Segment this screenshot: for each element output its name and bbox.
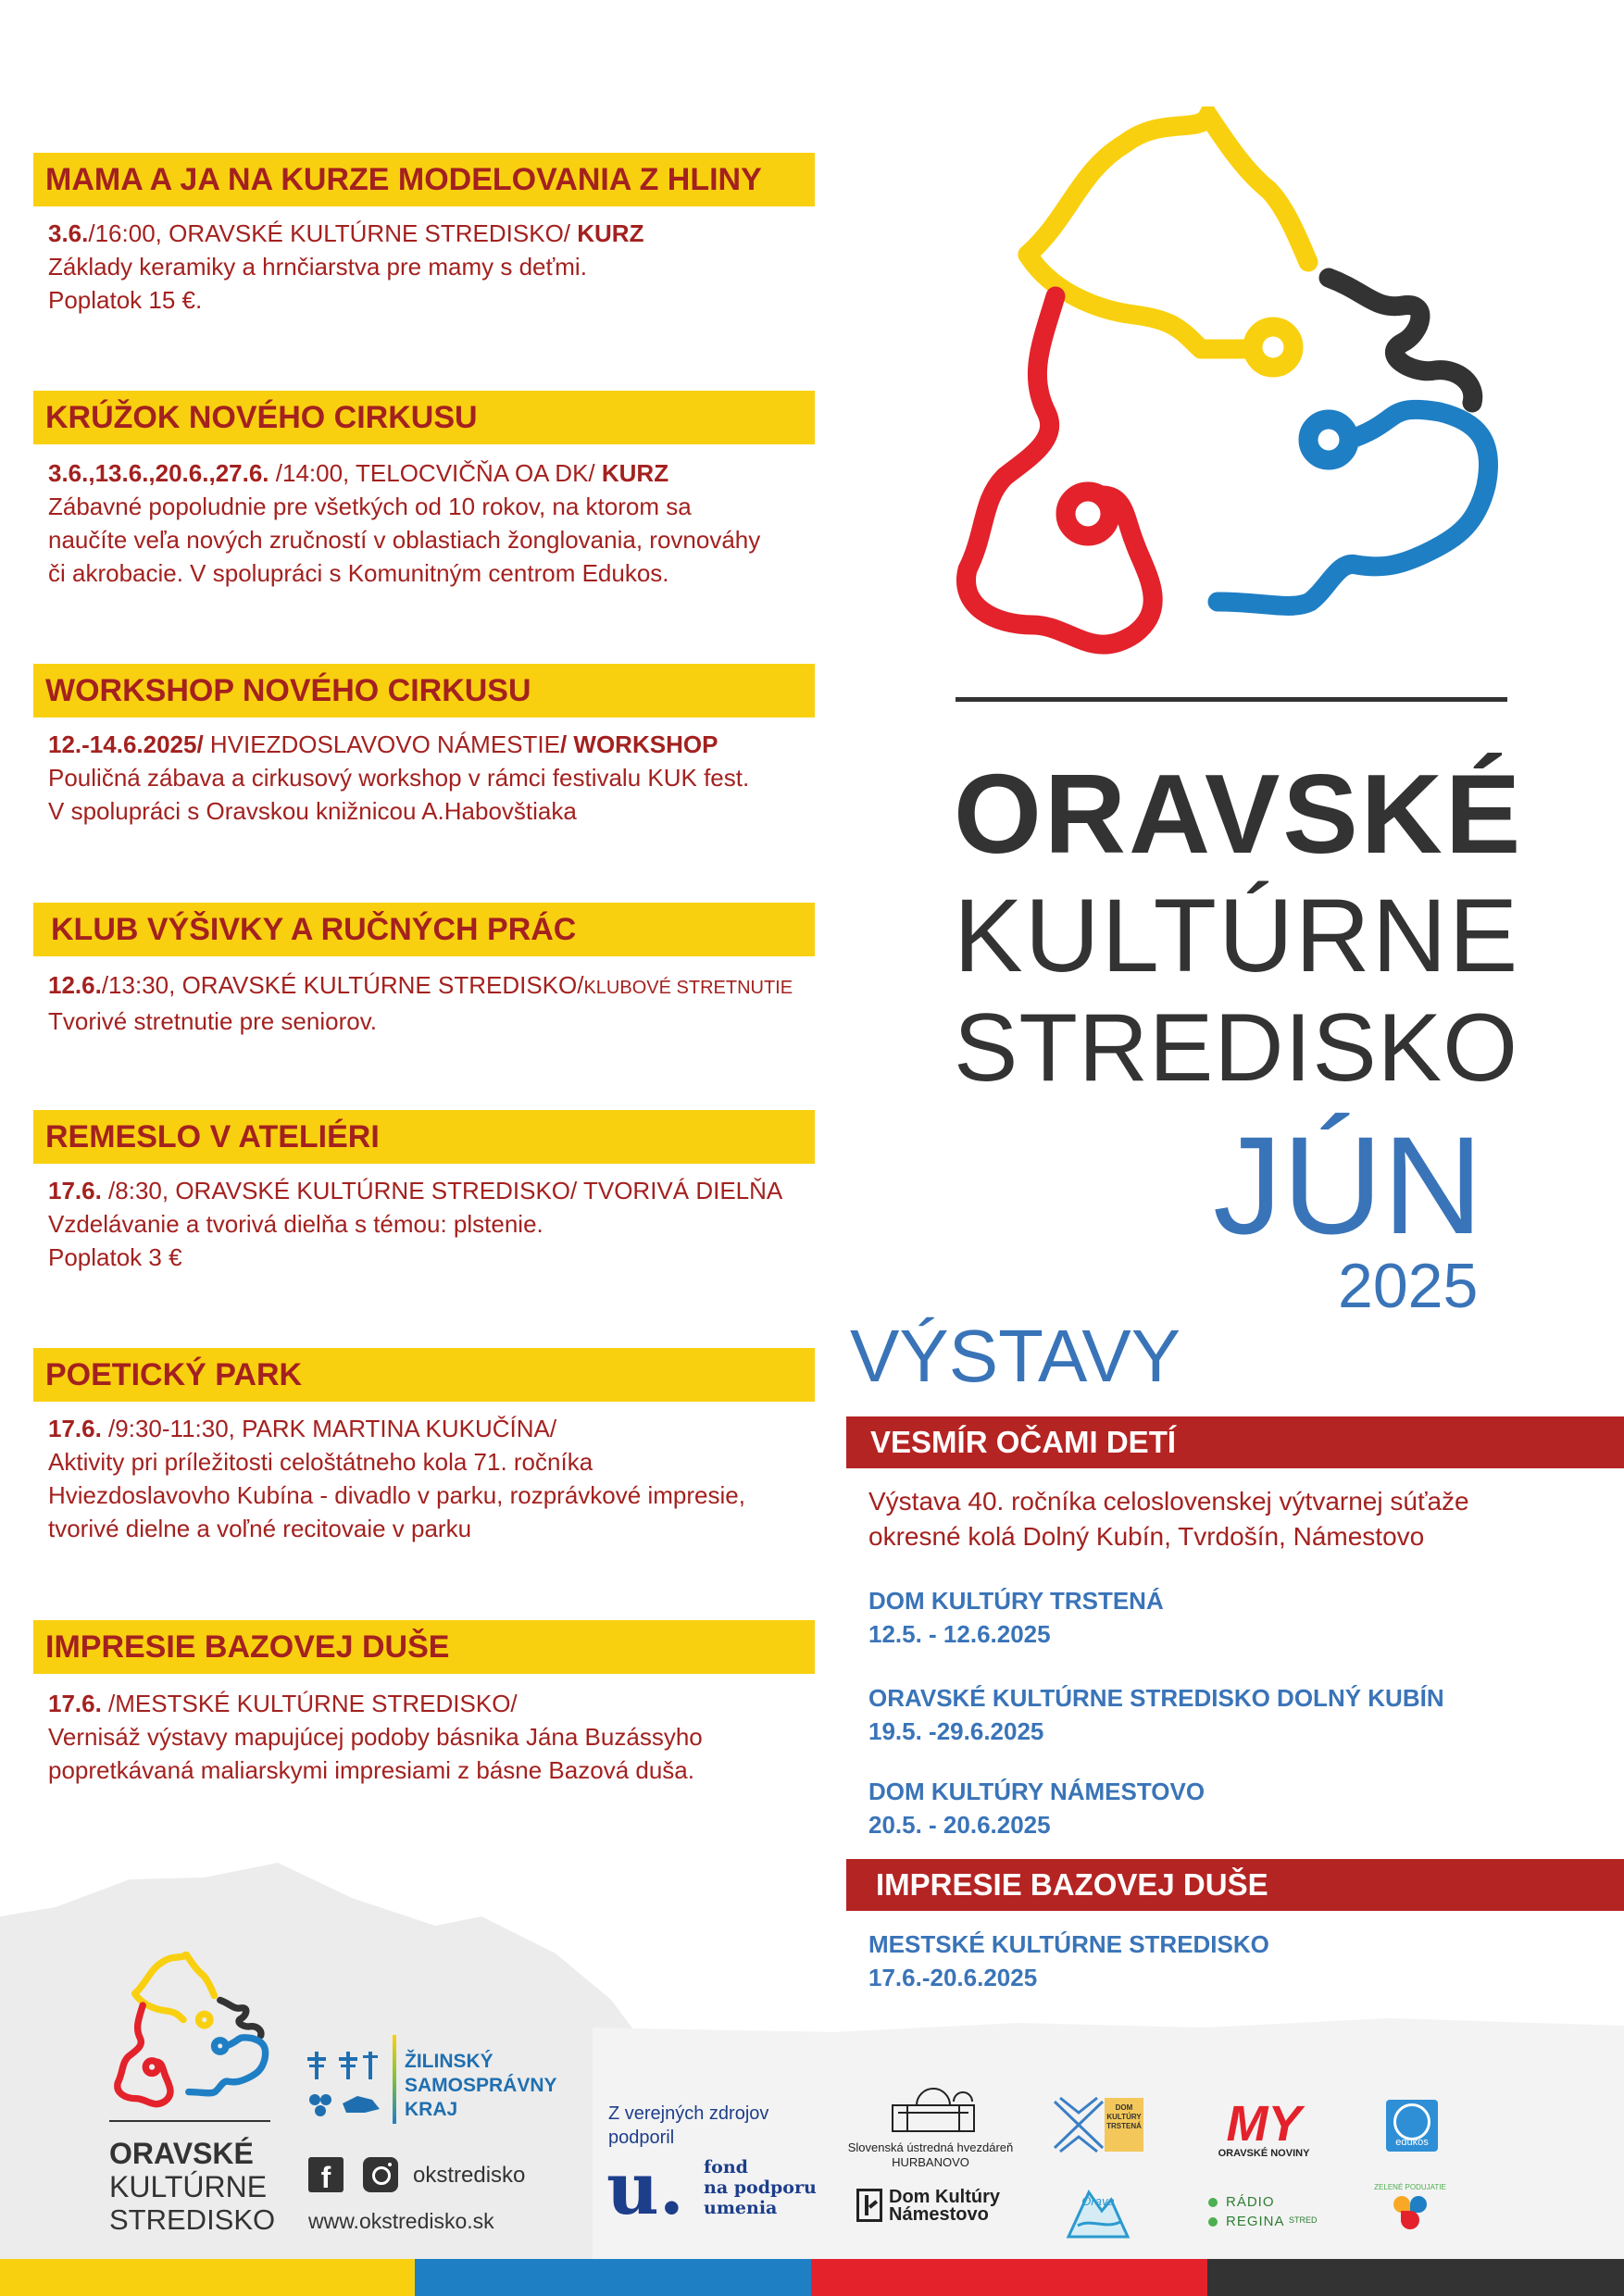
support-line: podporil: [608, 2128, 675, 2148]
event-desc-line: tvorivé dielne a voľné recitovaie v parku: [48, 1515, 472, 1542]
footer-logo-mark: [109, 1952, 276, 2109]
event-date: 12.-14.6.2025/: [48, 730, 204, 758]
zsk-color-bar: [393, 2035, 396, 2124]
event-desc-line: Vernisáž výstavy mapujúcej podoby básnika Jána Buzássyho: [48, 1723, 703, 1751]
zsk-line: SAMOSPRÁVNY: [405, 2075, 557, 2096]
exhibition-desc-line: Výstava 40. ročníka celoslovenskej výtvarnej súťaže: [868, 1487, 1469, 1516]
event-desc-line: Pouličná zábava a cirkusový workshop v rámci festivalu KUK fest.: [48, 764, 750, 792]
stripe-dark: [1207, 2259, 1624, 2296]
dk-namestovo-icon: [856, 2189, 882, 2222]
event-desc-line: Aktivity pri príležitosti celoštátneho kola 71. ročníka: [48, 1448, 593, 1476]
zsk-line: ŽILINSKÝ: [405, 2051, 493, 2072]
event-title: REMESLO V ATELIÉRI: [33, 1110, 815, 1164]
zsk-line: KRAJ: [405, 2099, 458, 2120]
observatory-name: [833, 2140, 1028, 2170]
event-desc-line: Poplatok 15 €.: [48, 286, 203, 314]
event-details: [48, 1687, 826, 1787]
event-title: KRÚŽOK NOVÉHO CIRKUSU: [33, 391, 815, 444]
event-meta: HVIEZDOSLAVOVO NÁMESTIE: [203, 730, 560, 758]
instagram-icon[interactable]: [363, 2157, 398, 2192]
dk-trstena-line: TRSTENÁ: [1106, 2122, 1142, 2130]
event-title: WORKSHOP NOVÉHO CIRKUSU: [33, 664, 815, 718]
footer-logo-divider: [109, 2120, 270, 2122]
radio-dot-icon: [1208, 2217, 1218, 2227]
exhibition-description: [868, 1484, 1609, 1554]
stripe-yellow: [0, 2259, 415, 2296]
event-title: MAMA A JA NA KURZE MODELOVANIA Z HLINY: [33, 153, 815, 206]
social-handle[interactable]: okstredisko: [413, 2163, 526, 2188]
orava-region-icon: [1063, 2183, 1133, 2242]
event-desc-line: Základy keramiky a hrnčiarstva pre mamy s deťmi.: [48, 253, 587, 281]
event-desc-line: Hviezdoslavovho Kubína - divadlo v parku, rozprávkové impresie,: [48, 1481, 745, 1509]
edukos-name: edukos: [1395, 2137, 1429, 2148]
orava-region-name: Orava: [1081, 2194, 1115, 2208]
event-desc-line: Zábavné popoludnie pre všetkých od 10 rokov, na ktorom sa: [48, 493, 692, 520]
radio-dot-icon: [1208, 2198, 1218, 2207]
event-date: 17.6.: [48, 1415, 102, 1442]
radio-regina-sub: STRED: [1289, 2215, 1318, 2225]
event-desc-line: V spolupráci s Oravskou knižnicou A.Habovštiaka: [48, 797, 577, 825]
event-meta: /8:30, ORAVSKÉ KULTÚRNE STREDISKO/ TVORIVÁ DIELŇA: [101, 1177, 783, 1204]
venue-name: DOM KULTÚRY TRSTENÁ: [868, 1587, 1164, 1615]
footer-logo-line1: ORAVSKÉ: [109, 2137, 254, 2170]
event-type: KURZ: [577, 219, 644, 247]
event-meta: /13:30, ORAVSKÉ KULTÚRNE STREDISKO/: [101, 971, 584, 999]
exhibition-venue: [868, 1775, 1205, 1841]
dk-trstena-icon: [1051, 2094, 1106, 2155]
venue-name: MESTSKÉ KULTÚRNE STREDISKO: [868, 1930, 1269, 1958]
venue-dates: 19.5. -29.6.2025: [868, 1717, 1044, 1745]
brand-line-stredisko: STREDISKO: [954, 994, 1518, 1102]
event-desc-line: Tvorivé stretnutie pre seniorov.: [48, 1007, 377, 1035]
event-desc-line: Vzdelávanie a tvorivá dielňa s témou: plstenie.: [48, 1210, 543, 1238]
venue-dates: 12.5. - 12.6.2025: [868, 1620, 1051, 1648]
dk-trstena-line: KULTÚRY: [1106, 2113, 1142, 2121]
event-meta: /14:00, TELOCVIČŇA OA DK/: [269, 459, 602, 487]
my-logo: MY: [1226, 2096, 1302, 2152]
exhibition-title: VESMÍR OČAMI DETÍ: [846, 1416, 1624, 1468]
fpu-line: na podporu: [704, 2177, 817, 2198]
zelene-podujatie-icon: [1393, 2196, 1427, 2229]
venue-dates: 20.5. - 20.6.2025: [868, 1811, 1051, 1839]
event-details: [48, 217, 826, 317]
event-date: 3.6.,13.6.,20.6.,27.6.: [48, 459, 269, 487]
radio-regina-name: [1226, 2192, 1285, 2231]
stripe-red: [811, 2259, 1207, 2296]
fpu-name: [704, 2157, 817, 2218]
footer-logo-line2: KULTÚRNE: [109, 2170, 268, 2203]
event-details: [48, 1174, 826, 1274]
event-desc-line: či akrobacie. V spolupráci s Komunitným centrom Edukos.: [48, 559, 669, 587]
event-meta: /16:00, ORAVSKÉ KULTÚRNE STREDISKO/: [88, 219, 578, 247]
dk-namestovo-name: [889, 2189, 1000, 2224]
exhibition-venue: [868, 1584, 1164, 1651]
observatory-line: Slovenská ústredná hvezdáreň: [847, 2140, 1014, 2154]
venue-dates: 17.6.-20.6.2025: [868, 1964, 1038, 1991]
brand-line-oravske: ORAVSKÉ: [954, 751, 1524, 877]
month-title: JÚN: [1213, 1107, 1483, 1263]
event-desc-line: naučíte veľa nových zručností v oblastiach žonglovania, rovnováhy: [48, 526, 761, 554]
fpu-logo-icon: u.: [606, 2147, 684, 2231]
brand-line-kulturne: KULTÚRNE: [954, 878, 1520, 993]
event-type: KLUBOVÉ STRETNUTIE: [583, 978, 793, 998]
event-desc-line: popretkávaná maliarskymi impresiami z básne Bazová duša.: [48, 1756, 694, 1784]
event-date: 3.6.: [48, 219, 89, 247]
event-title: POETICKÝ PARK: [33, 1348, 815, 1402]
facebook-icon[interactable]: f: [308, 2157, 344, 2192]
event-date: 17.6.: [48, 1177, 102, 1204]
event-date: 17.6.: [48, 1690, 102, 1717]
event-desc-line: Poplatok 3 €: [48, 1243, 182, 1271]
event-date: 12.6.: [48, 971, 102, 999]
observatory-line: HURBANOVO: [892, 2155, 969, 2169]
support-text: [608, 2102, 768, 2150]
event-type: / WORKSHOP: [559, 730, 718, 758]
event-type: KURZ: [601, 459, 669, 487]
footer-logo-line3: STREDISKO: [109, 2203, 276, 2236]
dk-trstena-line: DOM: [1115, 2103, 1133, 2112]
venue-name: DOM KULTÚRY NÁMESTOVO: [868, 1778, 1206, 1805]
venue-name: ORAVSKÉ KULTÚRNE STREDISKO DOLNÝ KUBÍN: [868, 1684, 1444, 1712]
observatory-icon: [889, 2083, 978, 2135]
event-title: IMPRESIE BAZOVEJ DUŠE: [33, 1620, 815, 1674]
exhibitions-heading: VÝSTAVY: [850, 1315, 1181, 1397]
event-details: [48, 456, 826, 590]
exhibition-venue: [868, 1681, 1444, 1748]
fpu-line: fond: [704, 2157, 748, 2177]
website-link[interactable]: www.okstredisko.sk: [308, 2209, 494, 2233]
event-meta: /MESTSKÉ KULTÚRNE STREDISKO/: [101, 1690, 518, 1717]
zsk-emblem-icon: [306, 2048, 387, 2128]
event-details: [48, 1412, 826, 1545]
orava-logo-mark: [940, 106, 1523, 662]
fpu-line: umenia: [704, 2198, 778, 2218]
exhibition-desc-line: okresné kolá Dolný Kubín, Tvrdošín, Námestovo: [868, 1522, 1425, 1551]
dk-namestovo-line: Námestovo: [889, 2204, 989, 2225]
event-details: [48, 968, 826, 1038]
dk-trstena-logo: [1051, 2094, 1143, 2155]
event-details: [48, 728, 826, 828]
zsk-name: [405, 2050, 557, 2122]
event-title: KLUB VÝŠIVKY A RUČNÝCH PRÁC: [33, 903, 815, 956]
edukos-logo: [1386, 2100, 1438, 2152]
radio-line: RÁDIO: [1226, 2194, 1275, 2210]
my-subtitle: ORAVSKÉ NOVINY: [1218, 2148, 1310, 2159]
exhibition-title: IMPRESIE BAZOVEJ DUŠE: [846, 1859, 1624, 1911]
dk-namestovo-line: Dom Kultúry: [889, 2187, 1000, 2207]
radio-line: REGINA: [1226, 2214, 1285, 2229]
support-line: Z verejných zdrojov: [608, 2103, 769, 2124]
event-meta: /9:30-11:30, PARK MARTINA KUKUČÍNA/: [101, 1415, 557, 1442]
year-label: 2025: [1338, 1251, 1479, 1321]
stripe-blue: [415, 2259, 811, 2296]
zelene-podujatie-label: ZELENÉ PODUJATIE: [1374, 2183, 1446, 2191]
brand-divider: [956, 697, 1507, 702]
